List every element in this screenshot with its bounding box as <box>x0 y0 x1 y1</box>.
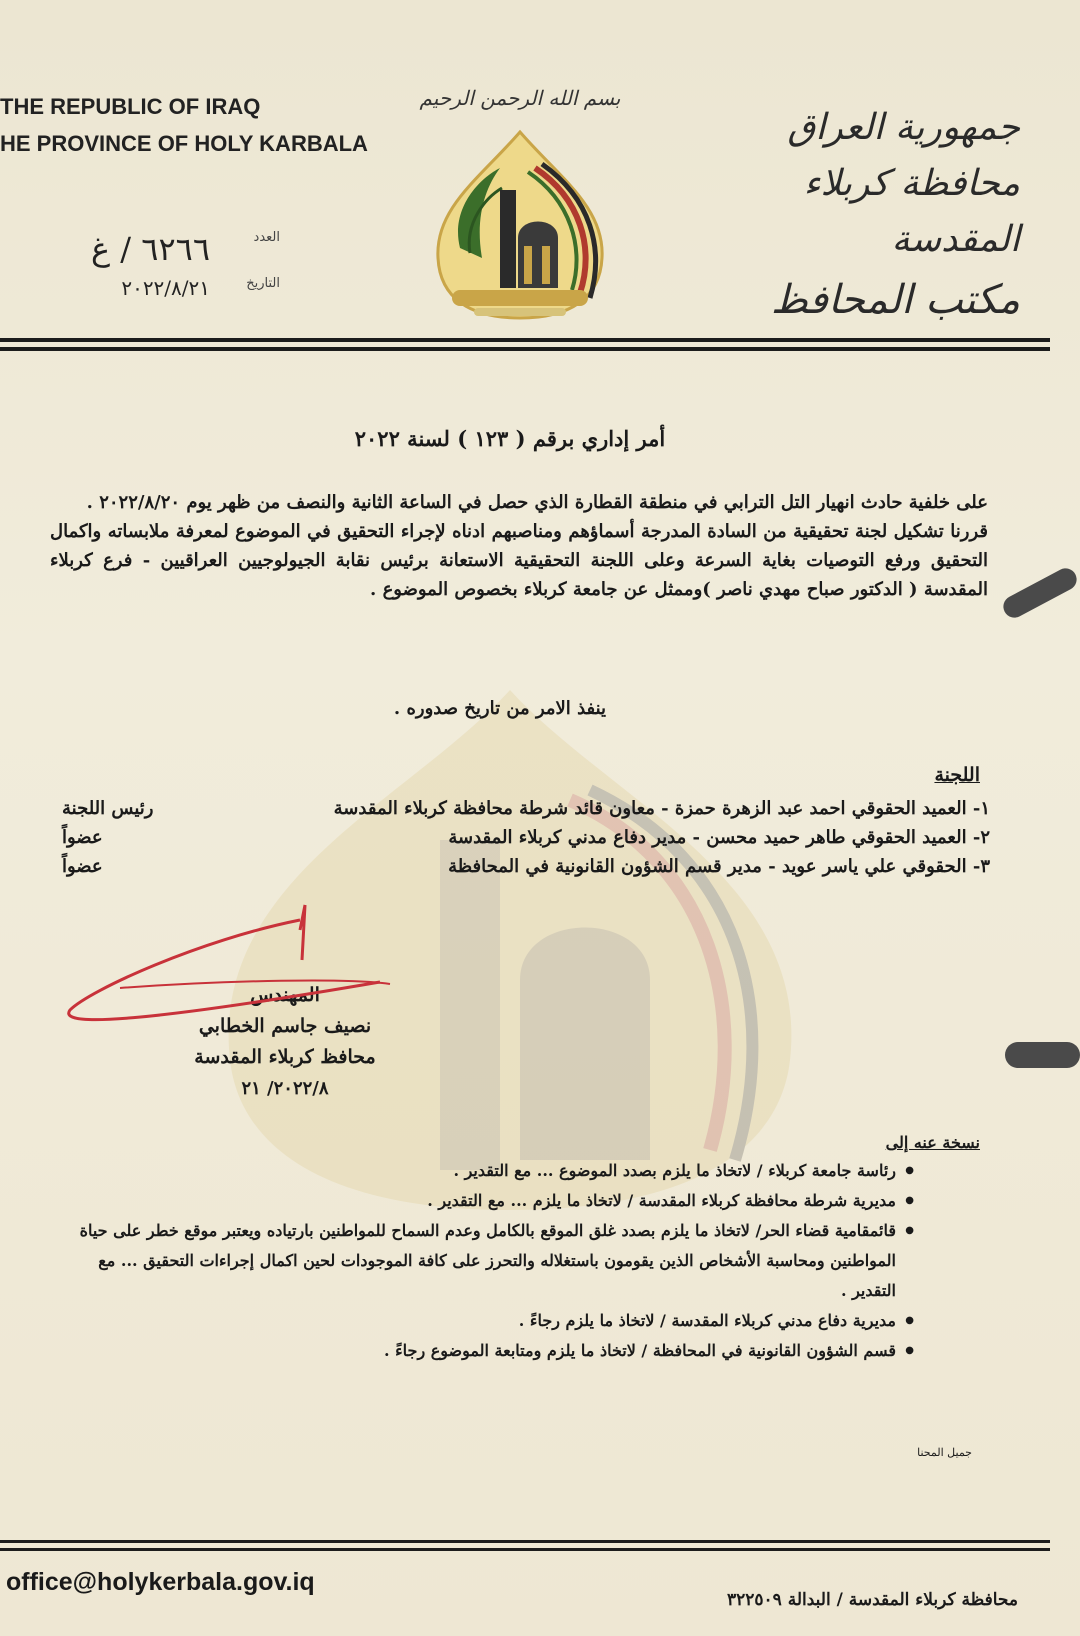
list-item: ● مديرية دفاع مدني كربلاء المقدسة / لاتخاذ ما يلزم رجاءً . <box>70 1306 914 1336</box>
footer-email: office@holykerbala.gov.iq <box>6 1568 315 1596</box>
header-ar-line2: محافظة كربلاء المقدسة <box>803 163 1020 260</box>
order-body <box>50 488 988 604</box>
header-ar-line3: مكتب المحافظ <box>770 277 1020 323</box>
ref-number-label: العدد <box>253 230 280 245</box>
committee-member <box>40 852 990 881</box>
committee-member-name: ٣- الحقوقي علي ياسر عويد - مدير قسم الشؤون القانونية في المحافظة <box>448 856 990 877</box>
karbala-emblem-logo <box>430 128 610 328</box>
header-ar-line1: جمهورية العراق <box>787 107 1020 148</box>
copies-list <box>70 1156 930 1366</box>
footer-address: محافظة كربلاء المقدسة / البدالة ٣٢٢٥٠٩ <box>727 1590 1018 1610</box>
header-en-line1: THE REPUBLIC OF IRAQ <box>0 94 261 119</box>
typist-initials: جميل المحنا <box>917 1446 972 1459</box>
committee-member-name: ١- العميد الحقوقي احمد عبد الزهرة حمزة - معاون قائد شرطة محافظة كربلاء المقدسة <box>333 798 990 819</box>
list-item: ● قسم الشؤون القانونية في المحافظة / لاتخاذ ما يلزم ومتابعة الموضوع رجاءً . <box>70 1336 914 1366</box>
list-item: ● مديرية شرطة محافظة كربلاء المقدسة / لاتخاذ ما يلزم ... مع التقدير . <box>70 1186 914 1216</box>
ref-date-value: ٢٠٢٢/٨/٢١ <box>121 276 210 300</box>
handwritten-signature <box>50 900 450 1050</box>
order-paragraph-2: قررنا تشكيل لجنة تحقيقية من السادة المدرجة أسماؤهم ومناصبهم ادناه لإجراء التحقيق في الموضوع لمعرفة ملابساته واكمال التحقيق ورفع التوصيات بغاية السرعة وعلى اللجنة التحقيقية الاستعانة برئيس نقابة الجيولوجيين العراقيين - فرع كربلاء المقدسة ( الدكتور صباح مهدي ناصر )وممثل عن جامعة كربلاء بخصوص الموضوع . <box>50 521 988 600</box>
binder-pin <box>1005 1042 1080 1068</box>
committee-member-role: رئيس اللجنة <box>62 798 154 819</box>
header-english <box>0 88 368 162</box>
header-en-line2: HE PROVINCE OF HOLY KARBALA <box>0 131 368 156</box>
signatory-name: نصيف جاسم الخطابي <box>198 1015 372 1037</box>
order-execution-clause: ينفذ الامر من تاريخ صدوره . <box>393 698 607 719</box>
basmala: بسم الله الرحمن الرحيم <box>419 86 621 110</box>
committee-title: اللجنة <box>934 764 980 786</box>
committee-member-role: عضواً <box>62 856 103 877</box>
signatory-position: محافظ كربلاء المقدسة <box>194 1046 376 1068</box>
reference-block <box>10 230 280 322</box>
ref-date-label: التاريخ <box>246 276 280 291</box>
order-title: أمر إداري برقم ( ١٢٣ ) لسنة ٢٠٢٢ <box>354 426 666 451</box>
header-arabic <box>760 100 1020 332</box>
list-item: ● قائمقامية قضاء الحر/ لاتخاذ ما يلزم بصدد غلق الموقع بالكامل وعدم السماح للمواطنين بارتياده ويعتبر موقع خطر على حياة المواطنين ومحاسبة الأشخاص الذين يقومون باستغلاله والتحرز على كافة الموجودات لحين اكمال إجراءات التحقيق ... مع التقدير . <box>70 1216 914 1306</box>
ref-number-value: ٦٢٦٦ / غ <box>91 230 210 268</box>
signatory-date: ٢٠٢٢/٨/ ٢١ <box>241 1078 329 1099</box>
order-paragraph-1: على خلفية حادث انهيار التل الترابي في منطقة القطارة الذي حصل في الساعة الثانية والنصف من ظهر يوم ٢٠٢٢/٨/٢٠ . <box>86 492 988 513</box>
committee-member <box>40 794 990 823</box>
copies-title: نسخة عنه إلى <box>885 1133 980 1152</box>
binder-pin <box>1000 565 1080 622</box>
committee-member-role: عضواً <box>62 827 103 848</box>
header-divider <box>0 338 1050 352</box>
list-item: ● رئاسة جامعة كربلاء / لاتخاذ ما يلزم بصدد الموضوع ... مع التقدير . <box>70 1156 914 1186</box>
footer-divider <box>0 1540 1050 1556</box>
committee-list <box>40 794 990 881</box>
committee-member-name: ٢- العميد الحقوقي طاهر حميد محسن - مدير دفاع مدني كربلاء المقدسة <box>448 827 990 848</box>
signatory-title: المهندس <box>250 984 320 1006</box>
committee-member <box>40 823 990 852</box>
